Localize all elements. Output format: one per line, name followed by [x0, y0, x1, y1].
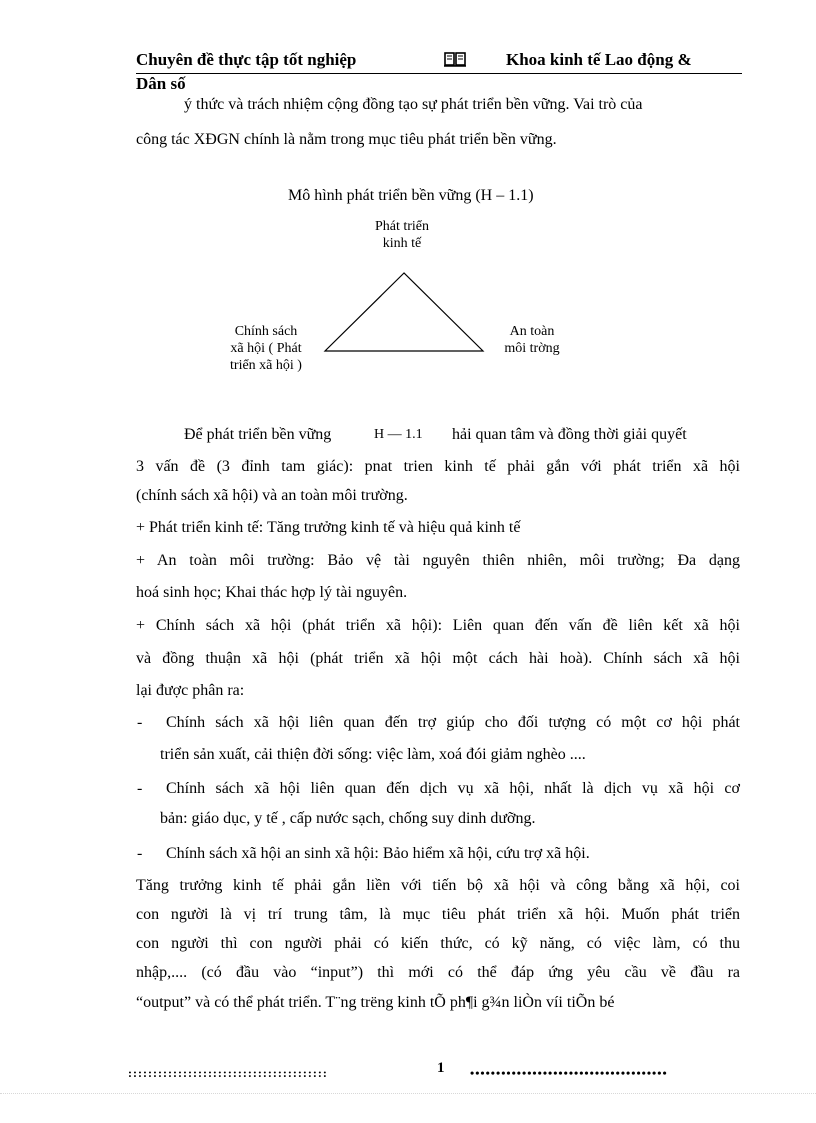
dash-marker: -: [137, 714, 143, 731]
closing-line-3: con người thì con người phải có kiến thức, có kỹ năng, có việc làm, có thu: [136, 935, 740, 952]
node-top-line-1: Phát triển: [374, 219, 430, 234]
node-left-line-2: xã hội ( Phát: [230, 341, 302, 356]
diagram-node-left: [216, 323, 316, 374]
dash-item-1-line-2: triển sản xuất, cải thiện đời sống: việc làm, xoá đói giảm nghèo ....: [160, 746, 586, 763]
closing-line-4: nhập,.... (có đầu vào “input”) thì mới có thể đáp ứng yêu cầu về đầu ra: [136, 964, 740, 981]
node-right-line-2: môi trờng: [504, 341, 560, 356]
diagram-node-right: [494, 323, 570, 357]
dash-marker: -: [137, 780, 143, 797]
plus-item-economy: + Phát triển kinh tế: Tăng trưởng kinh tế và hiệu quả kinh tế: [136, 519, 521, 536]
book-icon: [444, 51, 466, 67]
para1-line-2: 3 vấn đề (3 đỉnh tam giác): pnat trien kinh tế phải gắn với phát triển xã hội: [136, 458, 740, 475]
header-left-title: Chuyên đề thực tập tốt nghiệp: [136, 50, 357, 69]
header-right-title: Khoa kinh tế Lao động &: [506, 50, 692, 69]
dash-item-1-line-1: Chính sách xã hội liên quan đến trợ giúp cho đối tượng có một cơ hội phát: [166, 714, 740, 731]
para1-line-1a: Để phát triển bền vững: [184, 426, 332, 443]
header-rule: [136, 73, 742, 74]
dash-marker: -: [137, 845, 143, 862]
para1-inline-reference: H — 1.1: [374, 427, 423, 442]
intro-line-1: ý thức và trách nhiệm cộng đồng tạo sự phát triển bền vững. Vai trò của: [184, 96, 643, 113]
node-top-line-2: kinh tế: [382, 236, 422, 251]
plus-item-environment-cont: hoá sinh học; Khai thác hợp lý tài nguyên.: [136, 584, 408, 601]
header-second-line: Dân số: [136, 74, 186, 93]
node-left-line-3: triển xã hội ): [230, 358, 302, 373]
plus-item-social: + Chính sách xã hội (phát triển xã hội): Liên quan đến vấn đề liên kết xã hội: [136, 617, 740, 634]
page-bottom-guide: [0, 1093, 816, 1094]
node-left-line-1: Chính sách: [234, 324, 298, 339]
closing-line-2: con người là vị trí trung tâm, là mục tiêu phát triển xã hội. Muốn phát triển: [136, 906, 740, 923]
dash-item-3-line-1: Chính sách xã hội an sinh xã hội: Bảo hiểm xã hội, cứu trợ xã hội.: [166, 845, 590, 862]
para1-line-3: (chính sách xã hội) và an toàn môi trường.: [136, 487, 408, 504]
footer-left-dots: ::::::::::::::::::::::::::::::::::::::::: [128, 1066, 328, 1078]
diagram-node-top: [360, 218, 444, 252]
para1-line-1b: hải quan tâm và đồng thời giải quyết: [452, 426, 687, 443]
closing-line-5: “output” và có thể phát triển. T¨ng trëng kinh tÕ ph¶i g¾n liÒn víi tiÕn bé: [136, 994, 615, 1011]
intro-line-2: công tác XĐGN chính là nằm trong mục tiêu phát triển bền vững.: [136, 131, 557, 148]
node-right-line-1: An toàn: [509, 324, 555, 339]
plus-item-social-cont: và đồng thuận xã hội (phát triển xã hội một cách hài hoà). Chính sách xã hội: [136, 650, 740, 667]
dash-item-2-line-2: bản: giáo dục, y tế , cấp nước sạch, chống suy dinh dưỡng.: [160, 810, 536, 827]
footer-right-dots: ••••••••••••••••••••••••••••••••••••••: [470, 1066, 668, 1078]
dash-item-2-line-1: Chính sách xã hội liên quan đến dịch vụ xã hội, nhất là dịch vụ xã hội cơ: [166, 780, 740, 797]
diagram-triangle: [322, 270, 486, 354]
page-number: 1: [437, 1060, 445, 1076]
diagram-title: Mô hình phát triển bền vững (H – 1.1): [288, 187, 534, 204]
plus-item-environment: + An toàn môi trường: Bảo vệ tài nguyên thiên nhiên, môi trường; Đa dạng: [136, 552, 740, 569]
closing-line-1: Tăng trưởng kinh tế phải gắn liền với tiến bộ xã hội và công bằng xã hội, coi: [136, 877, 740, 894]
plus-item-social-cont-2: lại được phân ra:: [136, 682, 245, 699]
